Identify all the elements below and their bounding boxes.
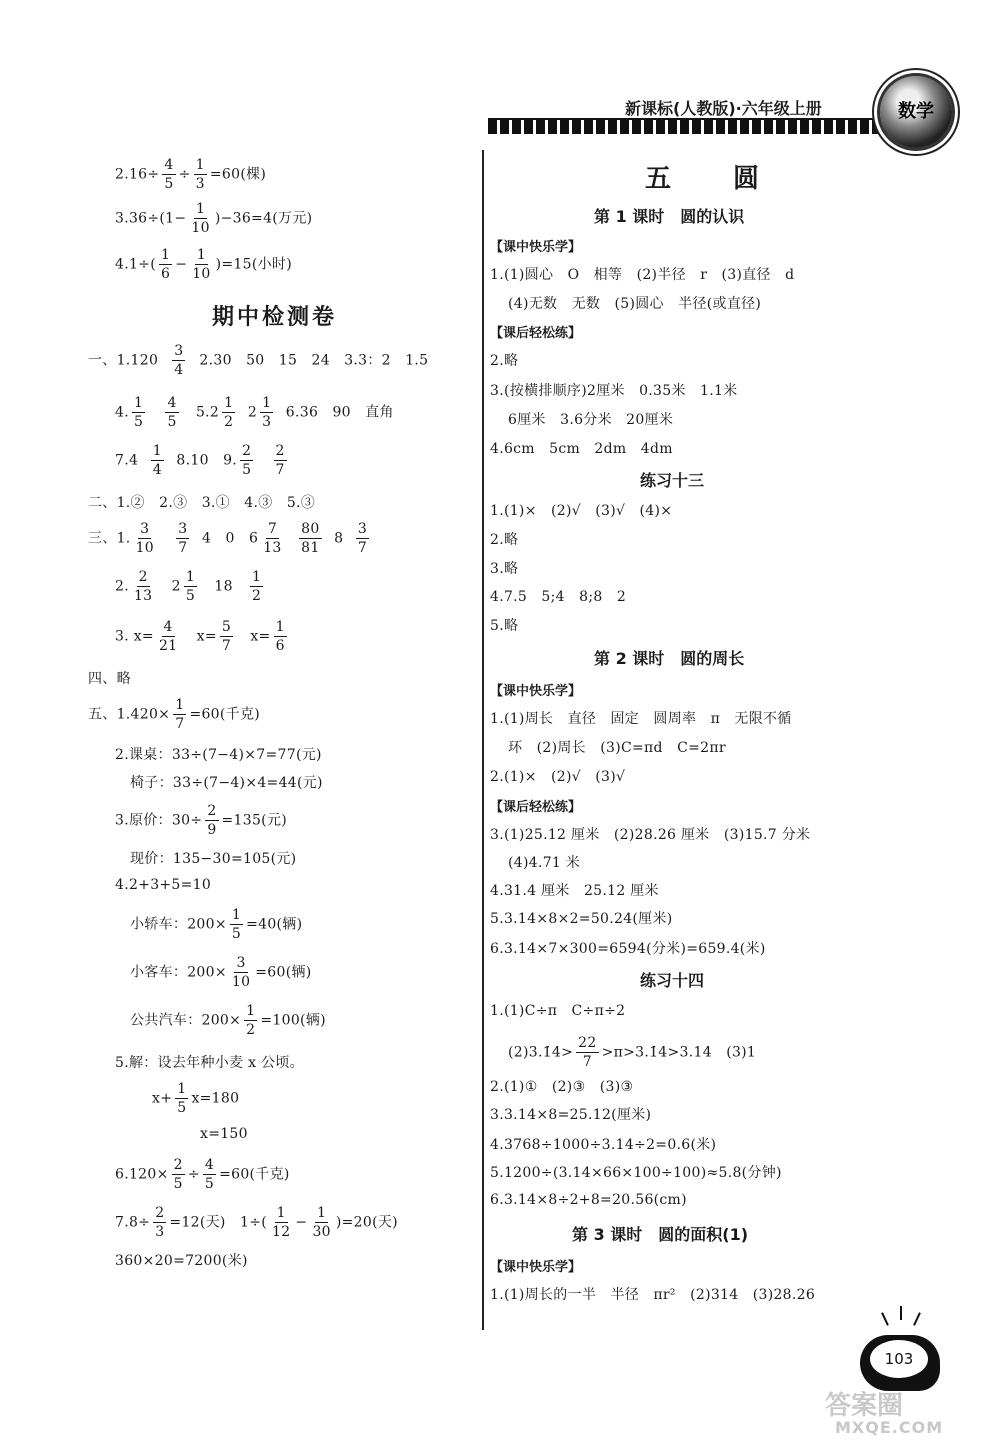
answer-line: 6.3.14×8÷2+8=20.56(cm) — [490, 1192, 687, 1208]
answer-line: 二、1.② 2.③ 3.① 4.③ 5.③ — [88, 495, 316, 511]
answer-line: 2.略 — [490, 353, 519, 369]
subject-badge: 数学 — [880, 76, 952, 148]
answer-line: 5.解：设去年种小麦 x 公顷。 — [115, 1055, 304, 1071]
section-tag: 【课后轻松练】 — [490, 800, 582, 815]
answer-line: 2.(1)× (2)√ (3)√ — [490, 769, 626, 785]
answer-line: x+ $\frac{1}{5}$ x=180 — [152, 1081, 240, 1116]
answer-line: 椅子：33÷(7−4)×4=44(元) — [130, 775, 323, 791]
answer-line: 4.2+3+5=10 — [115, 877, 212, 893]
lesson-title: 第 1 课时 圆的认识 — [594, 207, 745, 226]
answer-line: 3. x= $\frac{4}{21}$ x= $\frac{5}{7}$ x= $\frac{1}{6}$ — [115, 619, 285, 654]
answer-line: 3.3.14×8=25.12(厘米) — [490, 1107, 652, 1123]
section-tag: 【课中快乐学】 — [490, 240, 582, 255]
answer-line: 3.36÷(1− $\frac{1}{10}$ )−36=4(万元) — [115, 201, 313, 236]
answer-line: 4.3768÷1000÷3.14÷2=0.6(米) — [490, 1137, 717, 1153]
answer-line: 2.课桌：33÷(7−4)×7=77(元) — [115, 747, 322, 763]
answer-line: 1.(1)圆心 O 相等 (2)半径 r (3)直径 d — [490, 267, 795, 283]
section-tag: 【课后轻松练】 — [490, 326, 582, 341]
answer-line: 6.120× $\frac{2}{5}$ ÷ $\frac{4}{5}$ =60(千克) — [115, 1157, 290, 1192]
answer-line: 6厘米 3.6分米 20厘米 — [508, 412, 674, 428]
answer-line: 1.(1)× (2)√ (3)√ (4)× — [490, 503, 673, 519]
answer-line: 环 (2)周长 (3)C=πd C=2πr — [508, 740, 726, 756]
answer-line: (4)4.71 米 — [508, 855, 581, 871]
answer-line: 一、1.120 $\frac{3}{4}$ 2.30 50 15 24 3.3：2 1.5 — [88, 343, 429, 378]
section-title-midterm: 期中检测卷 — [212, 305, 338, 330]
answer-line: 3.(1)25.12 厘米 (2)28.26 厘米 (3)15.7 分米 — [490, 827, 811, 843]
page-number: 103 — [870, 1340, 928, 1378]
answer-line: 小客车：200× $\frac{3}{10}$ =60(辆) — [130, 955, 312, 990]
answer-line: 四、略 — [88, 671, 131, 687]
answer-line: 1.(1)周长的一半 半径 πr² (2)314 (3)28.26 — [490, 1287, 816, 1303]
answer-line: 小轿车：200× $\frac{1}{5}$ =40(辆) — [130, 907, 303, 942]
section-tag: 【课中快乐学】 — [490, 684, 582, 699]
answer-line: 3.原价：30÷ $\frac{2}{9}$ =135(元) — [115, 803, 288, 838]
answer-line: (4)无数 无数 (5)圆心 半径(或直径) — [508, 296, 762, 312]
book-header-title: 新课标(人教版)·六年级上册 — [625, 99, 822, 118]
sparkle-ray-icon — [900, 1306, 902, 1320]
answer-line: 4.31.4 厘米 25.12 厘米 — [490, 883, 659, 899]
answer-line: 2.略 — [490, 532, 519, 548]
answer-line: 360×20=7200(米) — [115, 1253, 248, 1269]
answer-line: 4. $\frac{1}{5}$ $\frac{4}{5}$ 5.2 $\frac{1}{2}$ 2 $\frac{1}{3}$ 6.36 90 直角 — [115, 395, 394, 430]
answer-line: 三、1. $\frac{3}{10}$ $\frac{3}{7}$ 4 0 6 $\frac{7}{13}$ $\frac{80}{81}$ 8 $\frac{3}{7}$ — [88, 521, 368, 556]
answer-line: 4.7.5 5;4 8;8 2 — [490, 589, 627, 605]
answer-line: 5.3.14×8×2=50.24(厘米) — [490, 911, 673, 927]
answer-line: 5.1200÷(3.14×66×100÷100)≈5.8(分钟) — [490, 1165, 782, 1181]
header-decorative-band — [488, 118, 888, 134]
lesson-title: 第 3 课时 圆的面积(1) — [572, 1225, 749, 1244]
answer-line: 3.(按横排顺序)2厘米 0.35米 1.1米 — [490, 383, 738, 399]
answer-line: 五、1.420× $\frac{1}{7}$ =60(千克) — [88, 697, 261, 732]
exercise-title: 练习十三 — [640, 471, 705, 490]
sparkle-ray-icon — [881, 1312, 889, 1326]
answer-line: 1.(1)C÷π C÷π÷2 — [490, 1003, 626, 1019]
sparkle-ray-icon — [913, 1312, 921, 1326]
answer-line: 4.1÷( $\frac{1}{6}$ − $\frac{1}{10}$ )=15(小时) — [115, 247, 292, 282]
answer-line: 1.(1)周长 直径 固定 圆周率 π 无限不循 — [490, 711, 792, 727]
answer-line: x=150 — [200, 1126, 248, 1142]
column-divider — [482, 150, 484, 1330]
answer-line: 2.(1)① (2)③ (3)③ — [490, 1079, 634, 1095]
answer-line: 3.略 — [490, 561, 519, 577]
watermark-url: MXQE.COM — [835, 1418, 944, 1437]
answer-line: 6.3.14×7×300=6594(分米)=659.4(米) — [490, 941, 766, 957]
section-tag: 【课中快乐学】 — [490, 1260, 582, 1275]
answer-line: 公共汽车：200× $\frac{1}{2}$ =100(辆) — [130, 1003, 326, 1038]
answer-line: 5.略 — [490, 618, 519, 634]
lesson-title: 第 2 课时 圆的周长 — [594, 649, 745, 668]
chapter-title: 五 圆 — [645, 164, 778, 194]
answer-line: (2)3.1̇4̇> $\frac{22}{7}$ >π>3.1̇4̇>3.14 (3)1 — [508, 1035, 757, 1070]
answer-line: 7.8÷ $\frac{2}{3}$ =12(天) 1÷( $\frac{1}{12}$ − $\frac{1}{30}$ )=20(天) — [115, 1205, 398, 1240]
watermark-logo: 答案圈 — [825, 1391, 904, 1421]
answer-line: 现价：135−30=105(元) — [130, 851, 297, 867]
answer-line: 4.6cm 5cm 2dm 4dm — [490, 441, 673, 457]
answer-line: 2.16÷ $\frac{4}{5}$ ÷ $\frac{1}{3}$ =60(棵) — [115, 157, 267, 192]
exercise-title: 练习十四 — [640, 971, 705, 990]
answer-line: 2. $\frac{2}{13}$ 2 $\frac{1}{5}$ 18 $\frac{1}{2}$ — [115, 569, 262, 604]
answer-line: 7.4 $\frac{1}{4}$ 8.10 9. $\frac{2}{5}$ $\frac{2}{7}$ — [115, 443, 285, 478]
